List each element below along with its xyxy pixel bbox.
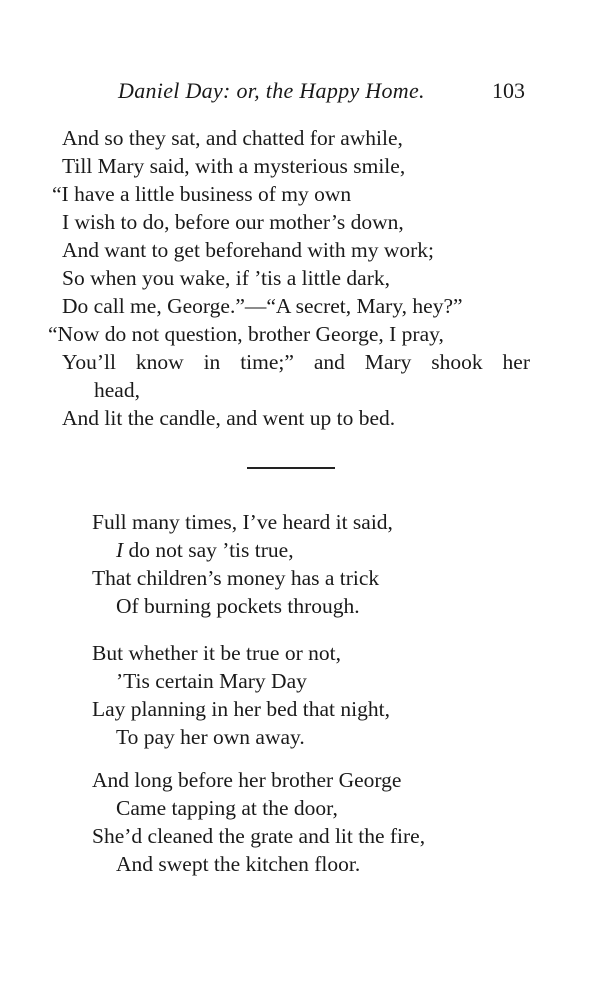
verse-line: ’Tis certain Mary Day: [116, 669, 307, 693]
verse-line: And so they sat, and chatted for awhile,: [62, 126, 403, 150]
verse-line: Came tapping at the door,: [116, 796, 338, 820]
verse-line: That children’s money has a trick: [92, 566, 380, 590]
verse-line-continuation: head,: [94, 378, 140, 402]
verse-line: Of burning pockets through.: [116, 594, 360, 618]
verse-line-text: do not say ’tis true,: [123, 538, 294, 562]
section-divider: [247, 467, 335, 469]
verse-line: To pay her own away.: [116, 725, 305, 749]
verse-line: And long before her brother George: [92, 768, 402, 792]
verse-line: You’ll know in time;” and Mary shook her: [62, 350, 530, 374]
emphasized-word: I: [116, 538, 124, 562]
verse-line: Do call me, George.”—“A secret, Mary, hey?”: [62, 294, 463, 318]
verse-line: But whether it be true or not,: [92, 641, 341, 665]
verse-line: She’d cleaned the grate and lit the fire,: [92, 824, 426, 848]
running-title: Daniel Day: or, the Happy Home.: [118, 78, 425, 103]
verse-line: Till Mary said, with a mysterious smile,: [62, 154, 406, 178]
page-number: 103: [492, 78, 525, 103]
verse-line: And swept the kitchen floor.: [116, 852, 361, 876]
verse-line: And lit the candle, and went up to bed.: [62, 406, 396, 430]
verse-line: I wish to do, before our mother’s down,: [62, 210, 404, 234]
verse-line: And want to get beforehand with my work;: [62, 238, 434, 262]
verse-line: Lay planning in her bed that night,: [92, 697, 390, 721]
verse-line: [116, 540, 294, 562]
verse-line: Full many times, I’ve heard it said,: [92, 510, 393, 534]
verse-line: So when you wake, if ’tis a little dark,: [62, 266, 391, 290]
verse-line: “Now do not question, brother George, I pray,: [48, 322, 444, 346]
verse-line: “I have a little business of my own: [52, 182, 352, 206]
